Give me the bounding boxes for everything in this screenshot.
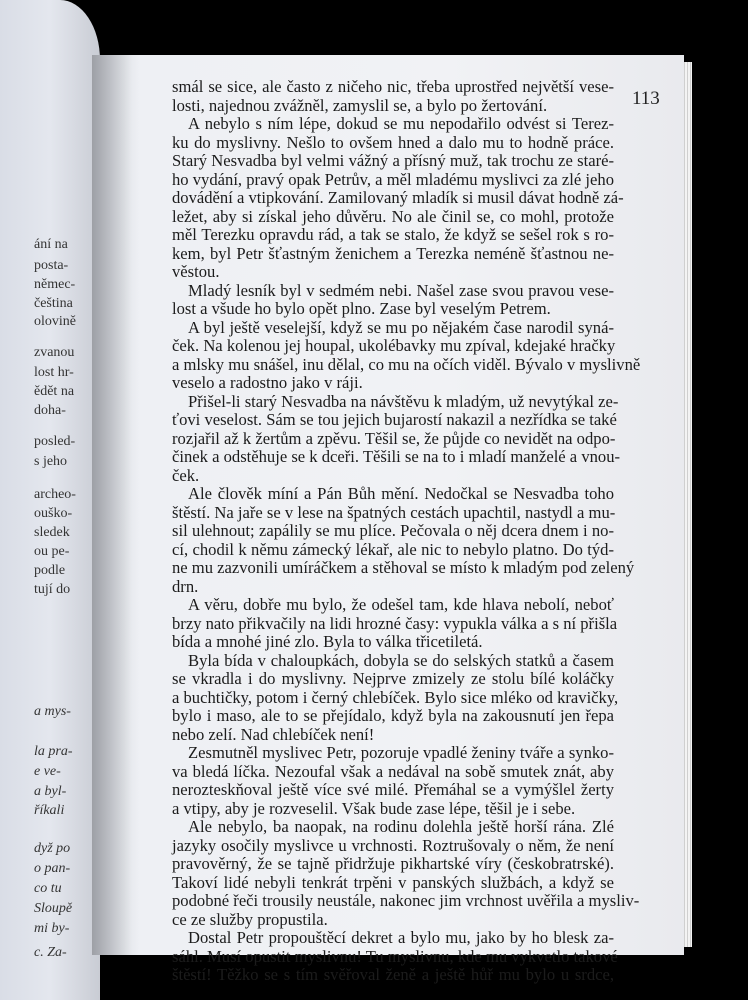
text-line: ležet, aby si získal jeho důvěru. No ale činil se, co mohl, protože <box>172 206 614 226</box>
text-line: ne mu zazvonili umíráčkem a stěhoval se místo k mladým pod zelený <box>172 558 635 577</box>
left-page-text: la pra- <box>34 744 73 759</box>
text-line: veselo a radostno jako v ráji. <box>172 373 363 392</box>
text-line: věstou. <box>172 262 220 281</box>
text-line: jazyky osočily myslivce u vrchnosti. Roztrušovaly o něm, že není <box>172 835 614 855</box>
text-line: pravověrný, že se tajně přidržuje pikhartské víry (českobratrské). <box>172 854 614 873</box>
text-line: Ale nebylo, ba naopak, na rodinu dolehla ještě horší rána. Zlé <box>188 817 614 836</box>
left-page-text: čeština <box>34 296 73 311</box>
left-page-text: tují do <box>34 582 71 597</box>
text-line: cí, chodil k němu zámecký lékař, ale nic to nebylo platno. Do týd- <box>172 539 614 559</box>
text-line: nerozteskňoval ještě více své milé. Přemáhal se a vymýšlel žerty <box>172 780 614 799</box>
text-line: A byl ještě veselejší, když se mu po nějakém čase narodil syná- <box>188 317 614 337</box>
text-line: nebo zelí. Nad chlebíček není! <box>172 724 375 744</box>
left-page-text: s jeho <box>34 454 68 469</box>
left-page-text: dyž po <box>34 841 71 856</box>
left-page-text: ání na <box>34 237 68 252</box>
text-line: a buchtičky, potom i černý chlebíček. Bylo sice mléko od kravičky, <box>172 687 619 707</box>
text-line: činek a odstěhuje se k dceři. Těšili se na to i mladí manželé a vnou- <box>172 447 621 466</box>
text-line: A věru, dobře mu bylo, že odešel tam, kde hlava nebolí, neboť <box>188 595 614 614</box>
text-line: rozjařil až k žertům a zpěvu. Těšil se, že půjde co nevidět na odpo- <box>172 428 616 448</box>
left-page-text: říkali <box>34 803 65 818</box>
left-page-text: posta- <box>34 258 69 273</box>
text-line: Zesmutněl myslivec Petr, pozoruje vpadlé ženiny tváře a synko- <box>188 743 614 762</box>
gutter-shadow <box>92 55 132 955</box>
left-page-text: ouško- <box>34 506 73 521</box>
text-line: Přišel-li starý Nesvadba na návštěvu k mladým, už nevytýkal ze- <box>188 391 619 411</box>
text-line: Mladý lesník byl v sedmém nebi. Našel zase svou pravou vese- <box>188 280 614 300</box>
text-line: sáhl. Musí opustit myslivnu! Tu myslivnu, kde mu vykvetlo takové <box>172 946 618 966</box>
left-page-text: mi by- <box>34 921 70 936</box>
text-line: Takoví lidé nebyli tenkrát trpěni v panských službách, a když se <box>172 872 614 892</box>
text-line: a vtipy, aby je rozveselil. Však bude zase lépe, těšil je i sebe. <box>172 798 576 818</box>
left-page-text: archeo- <box>34 487 76 502</box>
text-line: sil ulehnout; zapálily se mu plíce. Pečovala o něj dcera dnem i no- <box>172 521 614 540</box>
text-line: dovádění a vtipkování. Zamilovaný mladík si musil dávat hodně zá- <box>172 188 624 207</box>
text-line: štěstí! Těžko se s tím svěřoval ženě a ještě hůř mu bylo u srdce, <box>172 965 614 984</box>
left-page-text: lost hr- <box>34 365 74 380</box>
left-page-text: c. Za- <box>34 945 67 960</box>
left-page-text: němec- <box>34 277 76 292</box>
body-text <box>172 77 641 985</box>
text-line: bída a mnohé jiné zlo. Byla to válka třicetiletá. <box>172 632 483 651</box>
page-number: 113 <box>632 88 660 109</box>
text-line: brzy nato přikvačily na lidi hrozné časy: vypukla válka a s ní přišla <box>172 613 618 633</box>
text-line: drn. <box>172 576 199 596</box>
text-line: Starý Nesvadba byl velmi vážný a přísný muž, tak trochu ze staré- <box>172 151 614 170</box>
text-line: va bledá líčka. Nezoufal však a nedával na sobě smutek znát, aby <box>172 761 614 781</box>
left-page-text: posled- <box>34 434 76 449</box>
text-line: ku do myslivny. Nešlo to ovšem hned a dalo mu to hodně práce. <box>172 132 614 152</box>
left-page-text: co tu <box>34 881 62 896</box>
text-line: losti, najednou zvážněl, zamyslil se, a bylo po žertování. <box>172 95 548 115</box>
left-page-text: olovině <box>34 314 76 329</box>
left-page-text: e ve- <box>34 764 61 779</box>
text-line: ťovi veselost. Sám se tou jejich bujarostí nakazil a nezřídka se také <box>172 410 617 429</box>
text-line: bylo i maso, ale to se přejídalo, když byla na zakousnutí jen řepa <box>172 706 614 725</box>
text-line: podobné řeči trousily neustále, nakonec jim vrchnost uvěřila a mysliv- <box>172 891 640 910</box>
left-page-text: o pan- <box>34 861 71 876</box>
text-line: kem, byl Petr šťastným ženichem a Terezka neméně šťastnou ne- <box>172 243 614 263</box>
text-line: lost a všude ho bylo opět plno. Zase byl veselým Petrem. <box>172 299 551 318</box>
text-line: Byla bída v chaloupkách, dobyla se do selských statků a časem <box>188 650 614 670</box>
text-line: se vkradla i do myslivny. Nejprve zmizely ze stolu bílé koláčky <box>172 669 614 688</box>
text-line: Ale člověk míní a Pán Bůh mění. Nedočkal se Nesvadba toho <box>188 484 614 503</box>
text-line: ček. <box>172 465 200 485</box>
left-page-text: doha- <box>34 403 66 418</box>
left-page-text: sledek <box>34 525 70 540</box>
text-line: ho vydání, pravý opak Petrův, a měl mladému myslivci za zlé jeho <box>172 169 614 189</box>
text-line: Dostal Petr propouštěcí dekret a bylo mu, jako by ho blesk za- <box>188 928 614 947</box>
left-page-text: zvanou <box>34 345 75 360</box>
text-line: ce ze služby propustila. <box>172 909 328 929</box>
left-page <box>0 0 100 1000</box>
text-line: a mlsky mu snášel, inu dělal, co mu na očích viděl. Bývalo v myslivně <box>172 354 641 374</box>
left-page-text: a mys- <box>34 704 71 719</box>
left-page-text: ědět na <box>34 384 75 399</box>
text-line: měl Terezku opravdu rád, a tak se stalo, že když se sešel rok s ro- <box>172 225 614 244</box>
text-line: smál se sice, ale často z ničeho nic, třeba uprostřed největší vese- <box>172 77 614 96</box>
left-page-text: ou pe- <box>34 544 70 559</box>
left-page-text: Sloupě <box>34 901 73 916</box>
text-line: ček. Na kolenou jej houpal, ukolébavky mu zpíval, kdejaké hračky <box>172 336 616 355</box>
left-page-text: a byl- <box>34 784 67 799</box>
text-line: A nebylo s ním lépe, dokud se mu nepodařilo odvést si Terez- <box>188 114 614 133</box>
left-page-text: podle <box>34 563 66 578</box>
text-line: štěstí. Na jaře se v lese na špatných cestách upachtil, nastydl a mu- <box>172 502 616 522</box>
